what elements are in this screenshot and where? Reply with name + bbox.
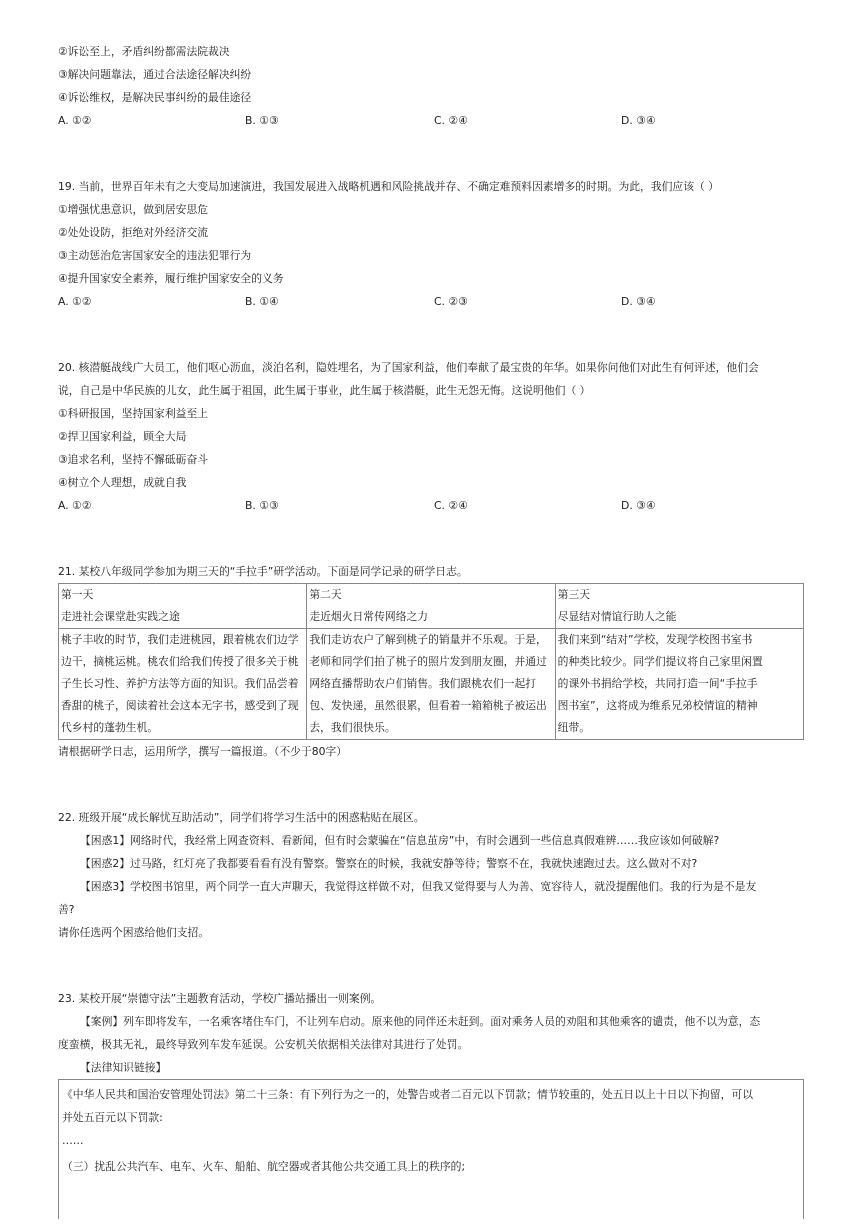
law-line-2: 并处五百元以下罚款: — [62, 1111, 163, 1124]
diary-line: 图书室”，这将成为维系兄弟校情谊的精神 — [557, 699, 758, 712]
q20-item-2: ②捍卫国家利益，顾全大局 — [58, 430, 187, 443]
q18-tail — [58, 40, 804, 132]
diary-line: 我们来到“结对”学校，发现学校图书室书 — [557, 633, 753, 646]
question-21 — [58, 560, 804, 763]
q22-task: 请你任选两个困惑给他们支招。 — [58, 926, 210, 939]
law-excerpt-box — [58, 1079, 804, 1219]
diary-day-1-header — [59, 584, 307, 629]
diary-day-3-header — [555, 584, 803, 629]
q20-item-1: ①科研报国，坚持国家利益至上 — [58, 407, 209, 420]
q18-option-b[interactable]: B. ①③ — [245, 114, 279, 127]
q22-confusion-1: 【困惑1】网络时代，我经常上网查资料、看新闻，但有时会蒙骗在“信息茧房”中，有时会遇到一些信息真假难辨……我应该如何破解? — [80, 834, 720, 847]
law-ellipsis: …… — [62, 1134, 84, 1147]
q20-option-a[interactable]: A. ①② — [58, 499, 92, 512]
q19-option-c[interactable]: C. ②③ — [434, 295, 468, 308]
q22-stem: 22. 班级开展“成长解忧互助活动”，同学们将学习生活中的困惑粘贴在展区。 — [58, 811, 425, 824]
diary-day-2-header — [307, 584, 555, 629]
q19-item-1: ①增强忧患意识，做到居安思危 — [58, 203, 209, 216]
q19-item-3: ③主动惩治危害国家安全的违法犯罪行为 — [58, 249, 252, 262]
q20-item-3: ③追求名利，坚持不懈砥砺奋斗 — [58, 453, 209, 466]
diary-line: 老师和同学们拍了桃子的照片发到朋友圈，并通过 — [309, 655, 547, 668]
q19-option-a[interactable]: A. ①② — [58, 295, 92, 308]
question-23 — [58, 987, 804, 1219]
law-line-1: 《中华人民共和国治安管理处罚法》第二十三条：有下列行为之一的，处警告或者二百元以下罚款；情节较重的，处五日以上十日以下拘留，可以 — [62, 1088, 753, 1101]
diary-line: 纽带。 — [557, 721, 591, 734]
diary-line: 网络直播帮助农户们销售。我们跟桃农们一起打 — [309, 677, 537, 690]
diary-day-2-label: 第二天 — [309, 588, 342, 601]
q18-item-2: ②诉讼至上，矛盾纠纷都需法院裁决 — [58, 45, 230, 58]
question-19 — [58, 175, 804, 313]
exam-page — [58, 40, 804, 1219]
diary-line: 子生长习性、养护方法等方面的知识。我们品尝着 — [61, 677, 299, 690]
diary-line: 香甜的桃子，阅读着社会这本无字书，感受到了现 — [61, 699, 299, 712]
q19-stem: 19. 当前，世界百年未有之大变局加速演进，我国发展进入战略机遇和风险挑战并存、不确定难预料因素增多的时期。为此，我们应该（ ） — [58, 180, 720, 193]
q19-item-4: ④提升国家安全素养，履行维护国家安全的义务 — [58, 272, 284, 285]
q23-case-line-2: 度蛮横，极其无礼，最终导致列车发车延误。公安机关依据相关法律对其进行了处罚。 — [58, 1038, 469, 1051]
diary-day-3-title: 尽显结对情谊行助人之能 — [557, 610, 677, 623]
q18-options — [58, 109, 804, 132]
diary-line: 的课外书捐给学校，共同打造一间“手拉手 — [557, 677, 758, 690]
question-22 — [58, 806, 804, 944]
q20-option-d[interactable]: D. ③④ — [621, 499, 656, 512]
diary-body-row — [59, 629, 804, 740]
q19-option-d[interactable]: D. ③④ — [621, 295, 656, 308]
q20-stem-line-2: 说，自己是中华民族的儿女，此生属于祖国，此生属于事业，此生属于核潜艇，此生无怨无悔。这说明他们（ ） — [58, 384, 591, 397]
diary-day-3-body — [555, 629, 803, 740]
diary-day-3-label: 第三天 — [557, 588, 591, 601]
question-20 — [58, 356, 804, 517]
q19-options — [58, 290, 804, 313]
diary-line: 桃子丰收的时节，我们走进桃园，跟着桃农们边学 — [61, 633, 299, 646]
q22-confusion-3-cont: 善? — [58, 903, 75, 916]
diary-line: 的种类比较少。同学们提议将自己家里闲置 — [557, 655, 763, 668]
diary-line: 边干，摘桃运桃。桃农们给我们传授了很多关于桃 — [61, 655, 299, 668]
q19-item-2: ②处处设防，拒绝对外经济交流 — [58, 226, 209, 239]
q20-item-4: ④树立个人理想，成就自我 — [58, 476, 187, 489]
q23-stem: 23. 某校开展“崇德守法”主题教育活动，学校广播站播出一则案例。 — [58, 992, 382, 1005]
diary-header-row — [59, 584, 804, 629]
q20-options — [58, 494, 804, 517]
q19-option-b[interactable]: B. ①④ — [245, 295, 279, 308]
q20-stem-line-1: 20. 核潜艇战线广大员工，他们呕心沥血，淡泊名利，隐姓埋名，为了国家利益，他们奉献了最宝贵的年华。如果你问他们对此生有何评述，他们会 — [58, 361, 759, 374]
diary-line: 去，我们很快乐。 — [309, 721, 396, 734]
q18-option-c[interactable]: C. ②④ — [434, 114, 468, 127]
diary-day-2-title: 走近烟火日常传网络之力 — [309, 610, 429, 623]
q18-option-d[interactable]: D. ③④ — [621, 114, 656, 127]
diary-day-1-label: 第一天 — [61, 588, 94, 601]
diary-day-1-title: 走进社会课堂赴实践之途 — [61, 610, 180, 623]
diary-day-2-body — [307, 629, 555, 740]
q23-law-heading: 【法律知识链接】 — [80, 1061, 167, 1074]
q22-confusion-2: 【困惑2】过马路，红灯亮了我都要看看有没有警察。警察在的时候，我就安静等待；警察不在，我就快速跑过去。这么做对不对? — [80, 857, 698, 870]
q18-item-4: ④诉讼维权，是解决民事纠纷的最佳途径 — [58, 91, 252, 104]
research-diary-table — [58, 583, 804, 740]
q23-case-line-1: 【案例】列车即将发车，一名乘客堵住车门，不让列车启动。原来他的同伴还未赶到。面对乘务人员的劝阻和其他乘客的谴责，他不以为意，态 — [80, 1015, 761, 1028]
q22-confusion-3: 【困惑3】学校图书馆里，两个同学一直大声聊天，我觉得这样做不对，但我又觉得要与人为善、宽容待人，就没提醒他们。我的行为是不是友 — [80, 880, 757, 893]
diary-line: 代乡村的蓬勃生机。 — [61, 721, 159, 734]
law-line-3: （三）扰乱公共汽车、电车、火车、船舶、航空器或者其他公共交通工具上的秩序的; — [62, 1160, 466, 1173]
q18-item-3: ③解决问题靠法，通过合法途径解决纠纷 — [58, 68, 252, 81]
diary-line: 我们走访农户了解到桃子的销量并不乐观。于是， — [309, 633, 547, 646]
q21-task: 请根据研学日志，运用所学，撰写一篇报道。（不少于80字） — [58, 745, 348, 758]
q18-option-a[interactable]: A. ①② — [58, 114, 92, 127]
q20-option-b[interactable]: B. ①③ — [245, 499, 279, 512]
q21-stem: 21. 某校八年级同学参加为期三天的“手拉手”研学活动。下面是同学记录的研学日志。 — [58, 565, 468, 578]
diary-line: 包、发快递，虽然很累，但看着一箱箱桃子被运出 — [309, 699, 547, 712]
diary-day-1-body — [59, 629, 307, 740]
q20-option-c[interactable]: C. ②④ — [434, 499, 468, 512]
